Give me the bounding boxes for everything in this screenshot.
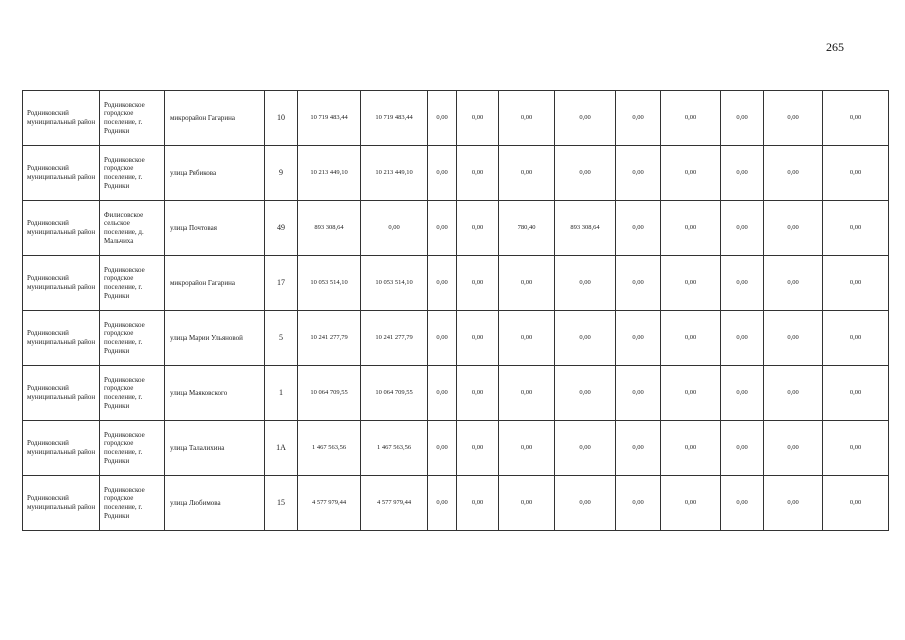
amount-cell: 0,00 [764,91,823,146]
amount-cell: 0,00 [661,311,721,366]
amount-cell: 0,00 [457,421,499,476]
amount-cell: 0,00 [661,421,721,476]
amount-cell: 10 064 709,55 [298,366,361,421]
house-number-cell: 9 [265,146,298,201]
amount-cell: 0,00 [764,476,823,531]
amount-cell: 0,00 [555,256,616,311]
amount-cell: 0,00 [555,366,616,421]
settlement-cell: Родниковское городское поселение, г. Родники [100,366,165,421]
amount-cell: 0,00 [823,91,889,146]
amount-cell: 0,00 [428,366,457,421]
table-row [23,91,889,146]
amount-cell: 0,00 [661,146,721,201]
amount-cell: 10 064 709,55 [361,366,428,421]
settlement-cell: Родниковское городское поселение, г. Родники [100,311,165,366]
amount-cell: 0,00 [721,91,764,146]
amount-cell: 0,00 [764,366,823,421]
table-row [23,421,889,476]
street-cell: улица Марии Ульяновой [165,311,265,366]
amount-cell: 0,00 [555,91,616,146]
amount-cell: 0,00 [428,201,457,256]
street-cell: улица Талалихина [165,421,265,476]
house-number-cell: 1А [265,421,298,476]
amount-cell: 4 577 979,44 [298,476,361,531]
amount-cell: 0,00 [823,256,889,311]
amount-cell: 0,00 [428,91,457,146]
amount-cell: 0,00 [499,421,555,476]
amount-cell: 0,00 [457,201,499,256]
district-cell: Родниковский муниципальный район [23,476,100,531]
amount-cell: 0,00 [823,201,889,256]
amount-cell: 0,00 [499,256,555,311]
amount-cell: 4 577 979,44 [361,476,428,531]
street-cell: микрорайон Гагарина [165,91,265,146]
amount-cell: 893 308,64 [555,201,616,256]
amount-cell: 0,00 [616,91,661,146]
amount-cell: 0,00 [428,421,457,476]
settlement-cell: Родниковское городское поселение, г. Родники [100,256,165,311]
amount-cell: 0,00 [428,311,457,366]
house-number-cell: 5 [265,311,298,366]
district-cell: Родниковский муниципальный район [23,146,100,201]
settlement-cell: Родниковское городское поселение, г. Родники [100,421,165,476]
amount-cell: 0,00 [823,476,889,531]
house-number-cell: 49 [265,201,298,256]
settlement-cell: Родниковское городское поселение, г. Родники [100,91,165,146]
amount-cell: 0,00 [764,256,823,311]
amount-cell: 10 241 277,79 [361,311,428,366]
amount-cell: 0,00 [616,311,661,366]
amount-cell: 0,00 [721,366,764,421]
amount-cell: 0,00 [661,201,721,256]
amount-cell: 10 053 514,10 [361,256,428,311]
house-number-cell: 15 [265,476,298,531]
district-cell: Родниковский муниципальный район [23,256,100,311]
settlement-cell: Филисовское сельское поселение, д. Мальчиха [100,201,165,256]
house-number-cell: 1 [265,366,298,421]
amount-cell: 0,00 [555,311,616,366]
amount-cell: 0,00 [457,91,499,146]
district-cell: Родниковский муниципальный район [23,421,100,476]
amount-cell: 10 213 449,10 [361,146,428,201]
amount-cell: 10 719 483,44 [298,91,361,146]
street-cell: микрорайон Гагарина [165,256,265,311]
amount-cell: 0,00 [616,256,661,311]
table-row [23,146,889,201]
amount-cell: 0,00 [616,366,661,421]
amount-cell: 0,00 [499,476,555,531]
amount-cell: 0,00 [823,421,889,476]
amount-cell: 0,00 [428,476,457,531]
amount-cell: 0,00 [555,146,616,201]
amount-cell: 10 719 483,44 [361,91,428,146]
table-row [23,201,889,256]
amount-cell: 0,00 [457,256,499,311]
amount-cell: 0,00 [616,421,661,476]
amount-cell: 780,40 [499,201,555,256]
settlement-cell: Родниковское городское поселение, г. Родники [100,146,165,201]
amount-cell: 0,00 [764,421,823,476]
amount-cell: 0,00 [823,311,889,366]
amount-cell: 0,00 [457,311,499,366]
amount-cell: 0,00 [499,91,555,146]
amount-cell: 0,00 [721,311,764,366]
district-cell: Родниковский муниципальный район [23,91,100,146]
amount-cell: 0,00 [661,366,721,421]
amount-cell: 0,00 [555,476,616,531]
housing-program-table [22,90,889,531]
street-cell: улица Маяковского [165,366,265,421]
amount-cell: 0,00 [555,421,616,476]
district-cell: Родниковский муниципальный район [23,366,100,421]
district-cell: Родниковский муниципальный район [23,201,100,256]
amount-cell: 10 053 514,10 [298,256,361,311]
amount-cell: 0,00 [721,146,764,201]
amount-cell: 1 467 563,56 [298,421,361,476]
table-row [23,311,889,366]
table-row [23,476,889,531]
amount-cell: 0,00 [457,476,499,531]
house-number-cell: 10 [265,91,298,146]
amount-cell: 1 467 563,56 [361,421,428,476]
amount-cell: 0,00 [499,311,555,366]
amount-cell: 0,00 [764,146,823,201]
table-row [23,366,889,421]
settlement-cell: Родниковское городское поселение, г. Родники [100,476,165,531]
street-cell: улица Почтовая [165,201,265,256]
amount-cell: 0,00 [499,146,555,201]
amount-cell: 0,00 [721,476,764,531]
amount-cell: 0,00 [764,201,823,256]
district-cell: Родниковский муниципальный район [23,311,100,366]
amount-cell: 0,00 [428,256,457,311]
amount-cell: 0,00 [823,366,889,421]
amount-cell: 0,00 [457,146,499,201]
amount-cell: 0,00 [361,201,428,256]
amount-cell: 0,00 [661,91,721,146]
page-number: 265 [826,40,844,54]
amount-cell: 0,00 [661,476,721,531]
amount-cell: 0,00 [457,366,499,421]
amount-cell: 0,00 [616,476,661,531]
amount-cell: 0,00 [428,146,457,201]
amount-cell: 0,00 [764,311,823,366]
amount-cell: 0,00 [721,201,764,256]
amount-cell: 0,00 [721,421,764,476]
amount-cell: 0,00 [499,366,555,421]
amount-cell: 893 308,64 [298,201,361,256]
amount-cell: 0,00 [661,256,721,311]
amount-cell: 0,00 [823,146,889,201]
amount-cell: 10 241 277,79 [298,311,361,366]
table-row [23,256,889,311]
amount-cell: 0,00 [721,256,764,311]
street-cell: улица Любимова [165,476,265,531]
street-cell: улица Рябикова [165,146,265,201]
house-number-cell: 17 [265,256,298,311]
amount-cell: 0,00 [616,201,661,256]
amount-cell: 0,00 [616,146,661,201]
amount-cell: 10 213 449,10 [298,146,361,201]
